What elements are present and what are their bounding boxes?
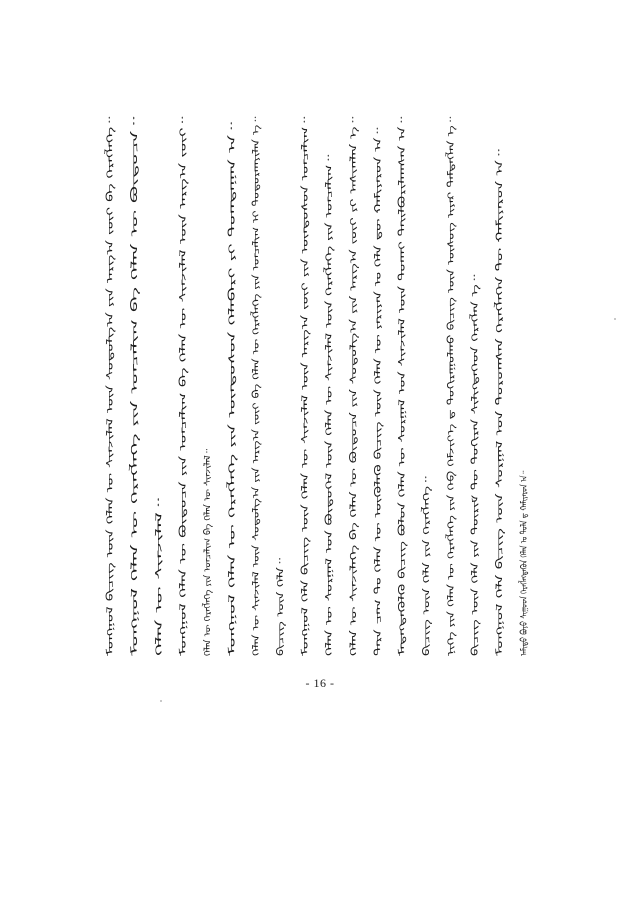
text-line: ᠨᠢᠭᠡ ᠶᠢᠨ ᠬᠡᠯᠡᠨ ᠦ ᠬᠡᠷᠡᠭᠯᠡᠭᠡ ᠶᠢᠨ ᠬᠡᠪ ᠬᠡᠮᠵᠢᠶ᠎ᠡ ᠳ ᠲᠣᠬᠢᠷᠠᠭᠤᠯᠬᠤ ᠪᠢᠴᠢᠭ᠌ ᠦᠨ ᠦᠰᠦᠭ ᠢᠶᠡᠷ ᠲᠡᠮᠳᠡᠭᠯᠡᠨ ᠡ᠃ — [446, 292, 457, 656]
text-line: ᠮᠣᠩᠭᠣᠯ ᠬᠡᠯᠡᠨ ᠦ ᠬᠡᠷᠡᠭᠯᠡᠭᠡ ᠶᠢᠨ ᠣᠨᠴᠠᠯᠢᠭ ᠪᠠ ᠬᠡᠯᠡᠨ ᠦ ᠪᠦᠲᠦᠴᠡ᠃ — [130, 430, 141, 656]
text-line: ᠮᠣᠩᠭᠣᠯ ᠪᠢᠴᠢᠭ᠌ ᠦᠨ ᠬᠡᠯᠡᠨ ᠦ ᠰᠢᠨᠵᠢᠯᠡᠯ ᠦᠨ ᠰᠤᠳᠤᠯᠭ᠎ᠠ ᠶᠢᠨ ᠠᠷᠭ᠎ᠠ ᠵᠦᠢ ᠪᠠ ᠬᠡᠷᠡᠭᠯᠡᠭᠡ᠃ — [106, 347, 117, 656]
text-lines — [104, 116, 530, 656]
text-line: ᠪᠢᠴᠢᠭ᠌ ᠦᠨ ᠬᠡᠯᠡ ᠶᠢᠨ ᠳᠦᠷᠢᠮ ᠲᠦ ᠲᠣᠬᠢᠷᠠᠨ ᠰᠢᠯᠢᠭᠳᠡᠭᠡᠳ ᠬᠡᠷᠡᠭᠯᠡᠨ ᠡ᠃ — [471, 424, 482, 656]
text-line: ᠬᠡᠯᠡᠨ ᠦ ᠬᠡᠷᠡᠭᠯᠡᠭᠡ ᠶᠢᠨ ᠣᠨᠴᠠᠯᠢᠭ ᠪᠠ ᠬᠡᠯᠡᠨ ᠦ ᠰᠢᠨᠵᠢᠯᠡᠯ᠃ — [203, 463, 214, 656]
text-line: ᠪᠢᠴᠢᠭ᠌ ᠦᠨ ᠬᠡᠯᠡ᠃ — [276, 593, 287, 656]
text-line: ᠲᠡᠷᠡ ᠴᠠᠭ ᠲᠤ ᠬᠡᠯᠡᠨ ᠦ ᠦᠬᠦᠯᠡᠬᠦ ᠪᠢᠴᠢᠭ᠌ ᠦᠨ ᠬᠡᠯᠡᠨ ᠦ ᠶᠠᠷᠢᠶᠠᠨ ᠤ ᠬᠡᠯᠡ ᠳᠦ ᠬᠠᠮᠢᠶᠠᠷᠤᠨ ᠠ᠃ — [373, 345, 384, 656]
text-line: ᠬᠡᠯᠡᠨ ᠦ ᠰᠤᠷᠭᠠᠯ ᠤᠨ ᠪᠦᠲᠦᠭᠡᠯ ᠦᠨ ᠬᠡᠯᠡᠨ ᠦ ᠰᠢᠨᠵᠢᠯᠡᠯ ᠦᠨ ᠬᠡᠷᠡᠭᠯᠡᠭᠡ ᠶᠢᠨ ᠣᠨᠴᠠᠯᠢᠭ᠃ — [325, 360, 336, 656]
text-line: ᠮᠡᠳᠡᠭᠳᠡᠭᠦᠯᠬᠦ ᠪᠢᠴᠢᠭ᠌ ᠪᠣᠯᠤᠨ ᠬᠡᠯᠡᠨ ᠦ ᠰᠤᠷᠭᠠᠯ ᠤᠨ ᠰᠢᠨᠵᠢᠯᠡᠯ ᠦᠨ ᠲᠤᠬᠠᠢ ᠲᠠᠢᠯᠪᠤᠷᠢᠯᠠᠭᠰᠠᠨ ᠠ᠃ — [398, 338, 409, 656]
text-line: ᠬᠡᠯᠡᠨ ᠦ ᠰᠢᠨᠵᠢᠯᠡᠯ᠃ — [154, 589, 165, 656]
scan-speck — [614, 318, 616, 320]
text-line: ᠮᠤᠩᠭᠤᠯ ᠬᠡᠯᠡ ᠪᠢᠴᠢᠭ᠌ ᠦᠨ ᠰᠤᠷᠭᠠᠯ ᠤᠨ ᠳᠣᠷᠤᠭᠰᠠᠨ ᠬᠡᠷᠡᠭᠯᠡᠭᠡᠨ ᠲᠦ ᠬᠠᠮᠢᠶᠠᠷᠤᠨ ᠠ᠃ — [495, 381, 506, 656]
text-line: ᠮᠣᠩᠭᠣᠯ ᠬᠡᠯᠡᠨ ᠦ ᠬᠡᠷᠡᠭᠯᠡᠭᠡ ᠶᠢᠨ ᠦᠨᠳᠦᠰᠦᠨ ᠬᠡᠯᠡᠪᠡᠷᠢ ᠶᠢ ᠲᠣᠭᠲᠠᠭᠠᠨ ᠠ᠃ — [227, 410, 238, 656]
text-line: ᠬᠡᠯᠡᠨ ᠦ ᠰᠢᠨᠵᠢᠯᠡᠭᠡ ᠪᠠ ᠬᠡᠯᠡᠨ ᠦ ᠪᠦᠲᠦᠴᠡ ᠶᠢᠨ ᠰᠤᠳᠤᠯᠭ᠎ᠠ ᠶᠢᠨ ᠠᠷᠭ᠎ᠠ ᠵᠦᠢ ᠶᠢ ᠠᠰᠢᠭᠯᠠᠨ ᠡ᠃ — [349, 335, 360, 656]
page-number: - 16 - — [305, 676, 335, 690]
scan-speck — [160, 700, 162, 702]
text-line: ᠬᠡᠯᠡᠨ ᠦ ᠰᠢᠨᠵᠢᠯᠡᠯ ᠦᠨ ᠰᠤᠳᠤᠯᠭ᠎ᠠ ᠶᠢᠨ ᠠᠷᠭ᠎ᠠ ᠵᠦᠢ ᠪᠠ ᠬᠡᠯᠡᠨ ᠦ ᠬᠡᠷᠡᠭᠯᠡᠭᠡ ᠶᠢᠨ ᠣᠨᠴᠠᠯᠢᠭ ᠢ ᠲᠣᠳᠤᠷᠬᠠᠶᠢᠯᠠᠨ ᠡ᠃ — [252, 269, 263, 656]
text-line: ᠮᠣᠩᠭᠣᠯ ᠬᠡᠯᠡ ᠪᠢᠴᠢᠭ᠌ ᠦᠨ ᠬᠡᠯᠡᠨ ᠦ ᠰᠢᠨᠵᠢᠯᠡᠯ ᠦᠨ ᠠᠷᠭ᠎ᠠ ᠵᠦᠢ ᠶᠢᠨ ᠦᠨᠳᠦᠰᠦᠨ ᠣᠨᠴᠠᠯᠢᠭ᠃ — [300, 342, 311, 656]
text-line: ᠮᠣᠩᠭᠣᠯ ᠬᠡᠯᠡᠨ ᠦ ᠪᠦᠲᠦᠴᠡ ᠶᠢᠨ ᠣᠨᠴᠠᠯᠢᠭ ᠪᠠ ᠬᠡᠯᠡᠨ ᠦ ᠰᠢᠨᠵᠢᠯᠡᠯ ᠦᠨ ᠠᠷᠭ᠎ᠠ ᠵᠦᠢ᠃ — [179, 365, 190, 656]
text-line: ᠪᠢᠴᠢᠭ᠌ ᠦᠨ ᠬᠡᠯᠡ ᠶᠢᠨ ᠬᠡᠷᠡᠭᠯᠡᠭᠡ᠃ — [422, 547, 433, 656]
text-line: ᠠᠮᠢᠳᠤ ᠪᠤᠶᠤ ᠰᠢᠭᠤᠳ ᠬᠡᠷᠡᠭᠯᠡᠭᠳᠡᠭᠦᠨ ᠬᠡᠯᠡᠨ ᠤ ᠲᠤᠯᠠ ᠳ ᠬᠠᠮᠢᠶᠠᠷᠤᠨ ᠠ᠃ — [519, 421, 530, 656]
mongolian-text-block — [95, 100, 545, 660]
